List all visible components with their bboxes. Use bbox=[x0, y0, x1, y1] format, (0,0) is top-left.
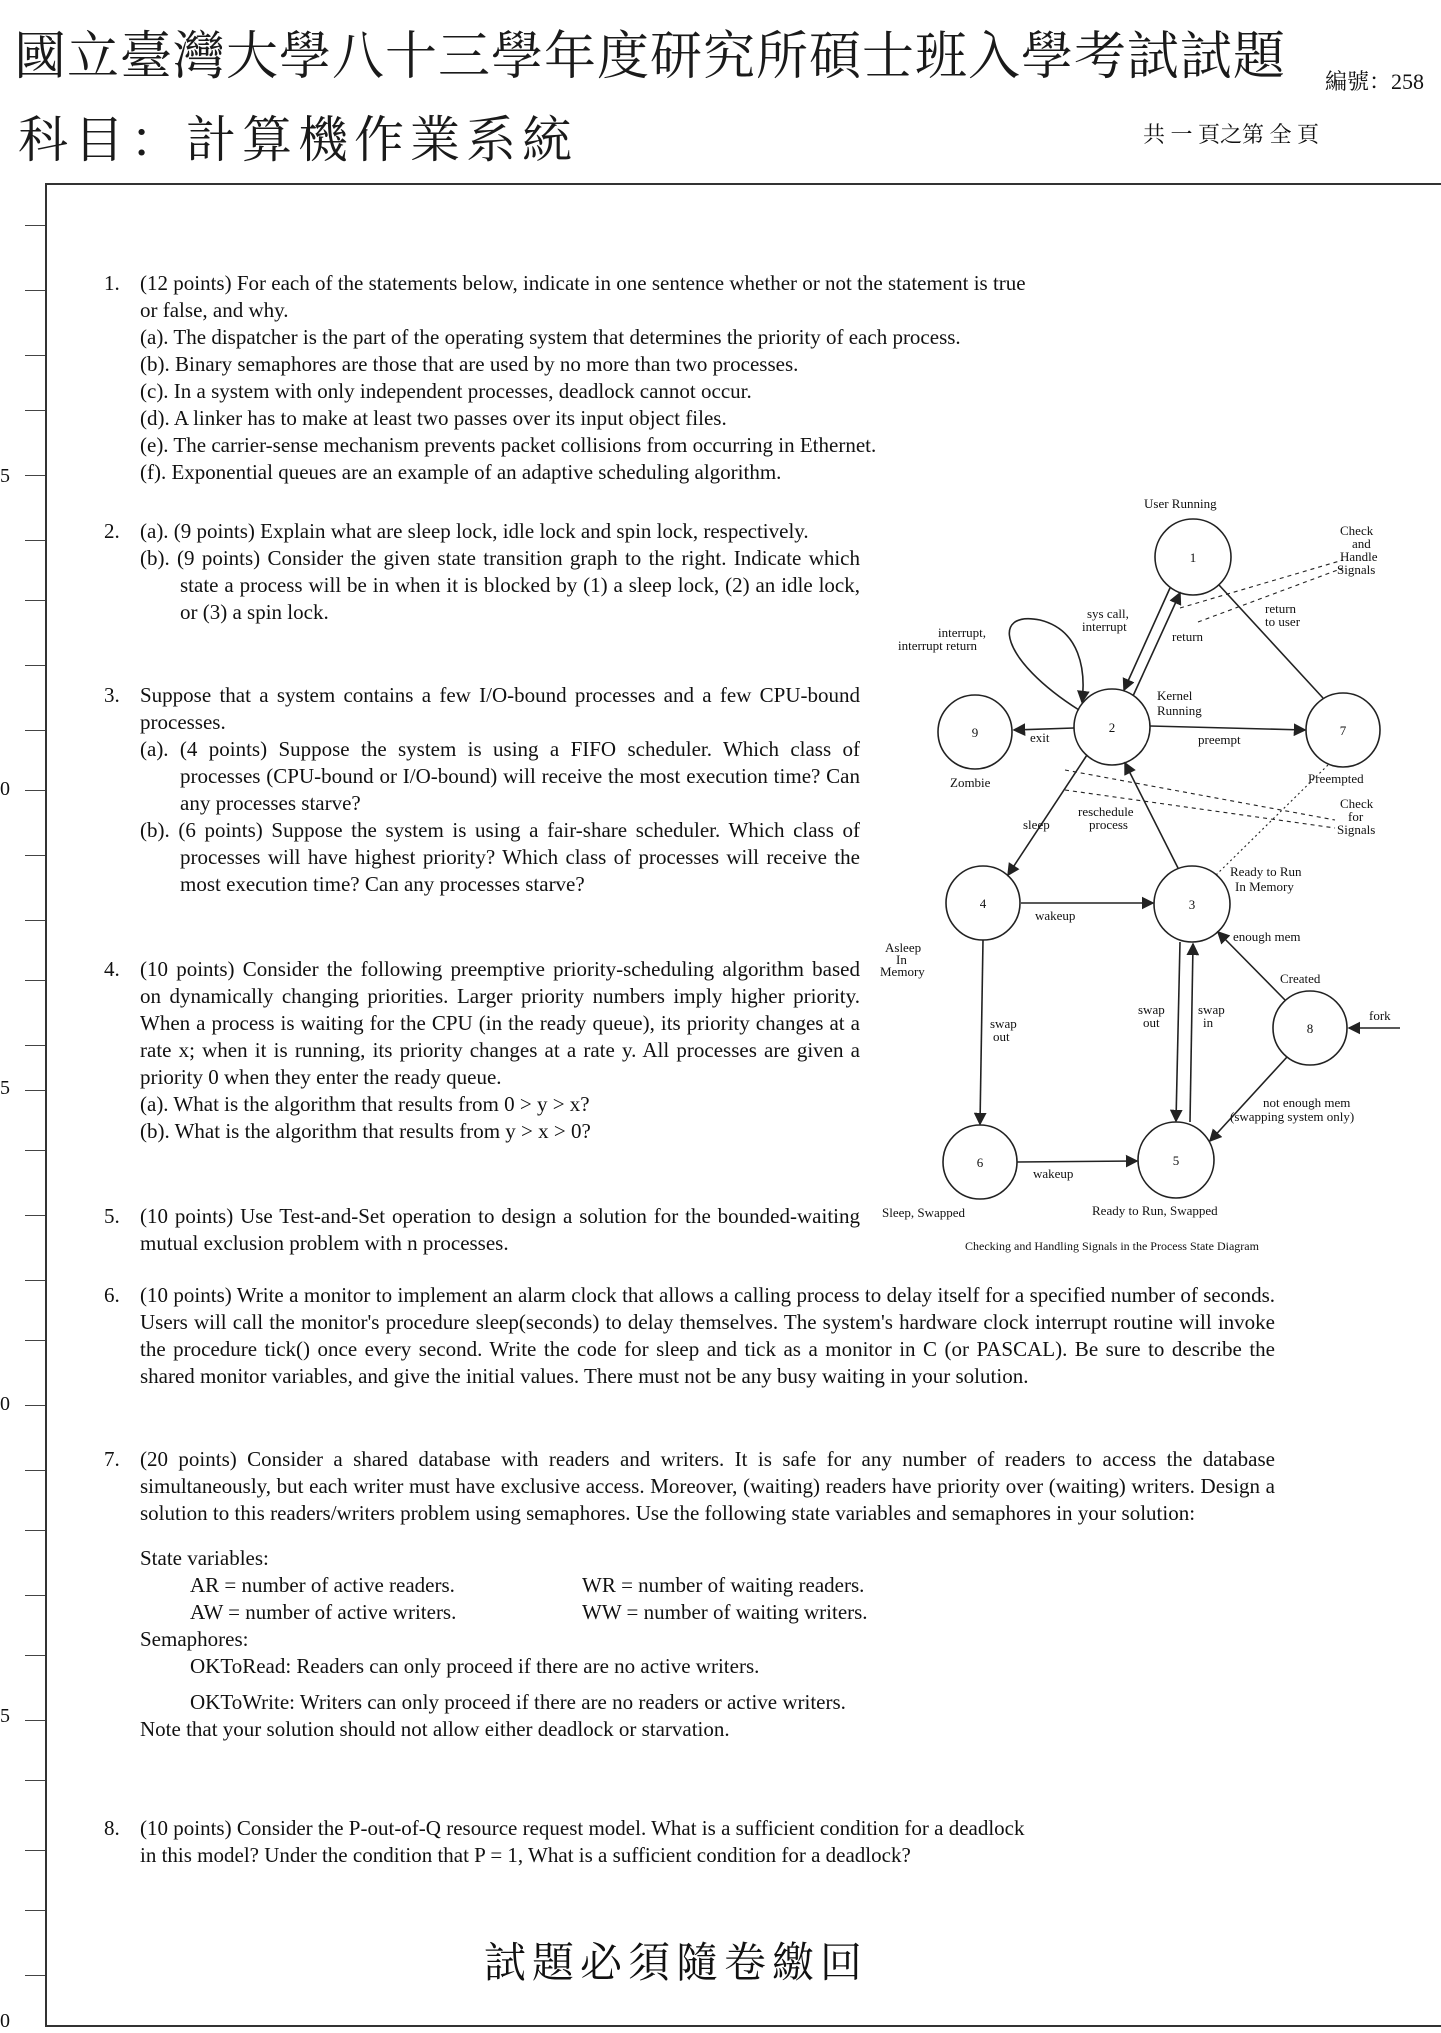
margin-tick bbox=[25, 225, 45, 226]
question-7 bbox=[104, 1446, 1275, 1743]
label-sys-call-2: interrupt bbox=[1082, 619, 1127, 634]
label-reschedule-2: process bbox=[1089, 817, 1128, 832]
question-number: 3. bbox=[104, 683, 120, 707]
label-wakeup-bottom: wakeup bbox=[1033, 1166, 1074, 1181]
exam-title: 國立臺灣大學八十三學年度研究所碩士班入學考試試題 bbox=[14, 29, 1287, 86]
q4-intro: (10 points) Consider the following preemptive priority-scheduling algorithm based on dynamically changing priorities. Larger priority numbers imply higher priority. When a process is waiting for the CPU (in the ready queue), its priority changes at a rate x; when it is running, its priority changes at a rate y. All processes are given a priority 0 when they enter the ready queue. bbox=[140, 957, 860, 1089]
label-ready-to-run: Ready to Run bbox=[1230, 864, 1302, 879]
question-6 bbox=[104, 1282, 1275, 1390]
label-sys-call-1: sys call, bbox=[1087, 606, 1129, 621]
margin-tick bbox=[25, 1655, 45, 1656]
question-1 bbox=[104, 270, 1300, 486]
q2-item-a: (a). (9 points) Explain what are sleep lock, idle lock and spin lock, respectively. bbox=[140, 519, 809, 543]
q4-item-a: (a). What is the algorithm that results from 0 > y > x? bbox=[140, 1092, 590, 1116]
margin-tick bbox=[25, 1045, 45, 1046]
edge-preempt bbox=[1150, 726, 1305, 730]
label-asleep-memory: Memory bbox=[880, 964, 925, 979]
process-state-diagram bbox=[880, 490, 1400, 1270]
q7-state-label: State variables: bbox=[140, 1546, 269, 1570]
margin-tick bbox=[25, 1405, 45, 1406]
q1-item-a: (a). The dispatcher is the part of the operating system that determines the priority of each process. bbox=[140, 325, 961, 349]
state-number-9: 9 bbox=[971, 725, 979, 740]
q4-item-b: (b). What is the algorithm that results from y > x > 0? bbox=[140, 1119, 591, 1143]
label-swap-out-left-1: swap bbox=[990, 1016, 1017, 1031]
label-fork: fork bbox=[1369, 1008, 1391, 1023]
question-number: 5. bbox=[104, 1204, 120, 1228]
edge-swap-out-mid bbox=[1176, 942, 1180, 1121]
state-number-1: 1 bbox=[1189, 550, 1197, 565]
margin-tick bbox=[25, 1780, 45, 1781]
edge-swap-out-left bbox=[980, 940, 983, 1124]
question-3 bbox=[104, 682, 860, 898]
q2-item-b: (b). (9 points) Consider the given state transition graph to the right. Indicate which state a process will be in when it is blocked by (1) a sleep lock, (2) an idle lock, or (3) a spin lock. bbox=[140, 546, 860, 624]
q1-item-e: (e). The carrier-sense mechanism prevents packet collisions from occurring in Ethernet. bbox=[140, 433, 877, 457]
label-created: Created bbox=[1280, 971, 1321, 986]
margin-tick bbox=[25, 855, 45, 856]
label-return-to-user-2: to user bbox=[1265, 614, 1301, 629]
state-number-2: 2 bbox=[1108, 720, 1116, 735]
label-user-running: User Running bbox=[1144, 496, 1217, 511]
subject-title: 科目：計算機作業系統 bbox=[18, 112, 578, 168]
question-number: 6. bbox=[104, 1283, 120, 1307]
label-interrupt-2: interrupt return bbox=[898, 638, 978, 653]
label-check-handle-1: Check bbox=[1340, 523, 1374, 538]
label-sleep-swapped: Sleep, Swapped bbox=[882, 1205, 966, 1220]
q7-ok-to-write: OKToWrite: Writers can only proceed if there are no readers or active writers. bbox=[190, 1690, 846, 1714]
q8-line2: in this model? Under the condition that P = 1, What is a sufficient condition for a deadlock? bbox=[140, 1843, 911, 1867]
margin-tick bbox=[25, 1090, 45, 1091]
margin-tick bbox=[25, 1720, 45, 1721]
margin-tick bbox=[25, 355, 45, 356]
question-number: 8. bbox=[104, 1816, 120, 1840]
margin-tick bbox=[25, 665, 45, 666]
question-5 bbox=[104, 1203, 860, 1257]
margin-tick bbox=[25, 980, 45, 981]
question-4 bbox=[104, 956, 860, 1145]
q7-note: Note that your solution should not allow either deadlock or starvation. bbox=[140, 1717, 730, 1741]
question-2 bbox=[104, 518, 860, 626]
label-check-for-3: Signals bbox=[1337, 822, 1376, 837]
q7-var-wr: WR = number of waiting readers. bbox=[582, 1573, 865, 1597]
q1-item-c: (c). In a system with only independent processes, deadlock cannot occur. bbox=[140, 379, 752, 403]
margin-tick bbox=[25, 920, 45, 921]
margin-number: 5 bbox=[0, 1077, 10, 1099]
q6-text: (10 points) Write a monitor to implement an alarm clock that allows a calling process to delay itself for a specified number of seconds. Users will call the monitor's procedure sleep(seconds) to delay themselves. The system's hardware clock interrupt routine will invoke the procedure tick() once every second. Write the code for sleep and tick as a monitor in C (or PASCAL). Be sure to describe the shared monitor variables, and give the initial values. There must not be any busy waiting in your solution. bbox=[140, 1283, 1275, 1388]
margin-tick bbox=[25, 730, 45, 731]
margin-number: 0 bbox=[0, 1393, 10, 1415]
margin-number: 0 bbox=[0, 778, 10, 800]
margin-tick bbox=[25, 290, 45, 291]
state-number-8: 8 bbox=[1306, 1021, 1314, 1036]
margin-tick bbox=[25, 1340, 45, 1341]
q3-intro: Suppose that a system contains a few I/O-bound processes and a few CPU-bound processes. bbox=[140, 683, 860, 734]
state-number-7: 7 bbox=[1339, 723, 1347, 738]
label-running: Running bbox=[1157, 703, 1202, 718]
margin-tick bbox=[25, 1470, 45, 1471]
question-number: 7. bbox=[104, 1447, 120, 1471]
question-number: 4. bbox=[104, 957, 120, 981]
footer-note: 試題必須隨卷繳回 bbox=[484, 1941, 869, 1987]
state-number-6: 6 bbox=[976, 1155, 984, 1170]
label-asleep-in: In bbox=[896, 952, 907, 967]
label-check-handle-2: and bbox=[1352, 536, 1371, 551]
state-number-4: 4 bbox=[979, 896, 987, 911]
margin-number: 0 bbox=[0, 2010, 10, 2032]
q7-var-ar: AR = number of active readers. bbox=[190, 1573, 455, 1597]
q5-text: (10 points) Use Test-and-Set operation to design a solution for the bounded-waiting mutual exclusion problem with n processes. bbox=[140, 1204, 860, 1255]
q7-var-ww: WW = number of waiting writers. bbox=[582, 1600, 868, 1624]
margin-number: 5 bbox=[0, 465, 10, 487]
margin-tick bbox=[25, 1530, 45, 1531]
margin-tick bbox=[25, 600, 45, 601]
edge-return bbox=[1133, 593, 1180, 696]
label-return: return bbox=[1172, 629, 1204, 644]
q1-item-d: (d). A linker has to make at least two passes over its input object files. bbox=[140, 406, 727, 430]
label-swap-out-left-2: out bbox=[993, 1029, 1010, 1044]
margin-tick bbox=[25, 1150, 45, 1151]
diagram-caption: Checking and Handling Signals in the Process State Diagram bbox=[965, 1239, 1259, 1253]
q7-ok-to-read: OKToRead: Readers can only proceed if there are no active writers. bbox=[190, 1654, 760, 1678]
label-zombie: Zombie bbox=[950, 775, 991, 790]
question-8 bbox=[104, 1815, 1300, 1869]
q1-intro-line2: or false, and why. bbox=[140, 298, 289, 322]
q7-sem-label: Semaphores: bbox=[140, 1627, 249, 1651]
edge-syscall bbox=[1124, 588, 1170, 690]
edge-swap-in bbox=[1190, 944, 1193, 1122]
edge-sleep bbox=[1008, 755, 1087, 875]
margin-tick bbox=[25, 475, 45, 476]
q8-line1: (10 points) Consider the P-out-of-Q resource request model. What is a sufficient condition for a deadlock bbox=[140, 1816, 1025, 1840]
margin-tick bbox=[25, 1215, 45, 1216]
label-wakeup-top: wakeup bbox=[1035, 908, 1076, 923]
question-number: 2. bbox=[104, 519, 120, 543]
q1-item-b: (b). Binary semaphores are those that are used by no more than two processes. bbox=[140, 352, 799, 376]
margin-tick bbox=[25, 1910, 45, 1911]
label-not-enough-1: not enough mem bbox=[1263, 1095, 1351, 1110]
question-number: 1. bbox=[104, 271, 120, 295]
edge-interrupt-loop bbox=[1009, 619, 1083, 710]
q7-var-aw: AW = number of active writers. bbox=[190, 1600, 457, 1624]
label-check-for-1: Check bbox=[1340, 796, 1374, 811]
q7-text: (20 points) Consider a shared database with readers and writers. It is safe for any number of readers to access the database simultaneously, but each writer must have exclusive access. Moreover, (waiting) readers have priority over (waiting) writers. Design a solution to this readers/writers problem using semaphores. Use the following state variables and semaphores in your solution: bbox=[140, 1447, 1275, 1525]
label-exit: exit bbox=[1030, 730, 1050, 745]
edge-check-handle-1 bbox=[1180, 560, 1343, 608]
label-not-enough-2: (swapping system only) bbox=[1230, 1109, 1355, 1124]
state-number-3: 3 bbox=[1188, 897, 1196, 912]
margin-tick bbox=[25, 1280, 45, 1281]
label-kernel: Kernel bbox=[1157, 688, 1193, 703]
label-check-handle-3: Handle bbox=[1340, 549, 1378, 564]
q3-item-b: (b). (6 points) Suppose the system is using a fair-share scheduler. Which class of processes will have highest priority? Which class of processes will receive the most execution time? Can any processes starve? bbox=[140, 818, 860, 896]
edge-wakeup-bottom bbox=[1017, 1161, 1137, 1162]
label-swap-out-mid-1: swap bbox=[1138, 1002, 1165, 1017]
label-preempted: Preempted bbox=[1308, 771, 1364, 786]
margin-tick bbox=[25, 1975, 45, 1976]
label-ready-swapped: Ready to Run, Swapped bbox=[1092, 1203, 1218, 1218]
margin-tick bbox=[25, 540, 45, 541]
serial-number: 編號：258 bbox=[1325, 69, 1425, 94]
margin-tick bbox=[25, 1595, 45, 1596]
label-interrupt-1: interrupt, bbox=[938, 625, 987, 640]
margin-number: 5 bbox=[0, 1705, 10, 1727]
label-sleep: sleep bbox=[1023, 817, 1050, 832]
label-swap-in-2: in bbox=[1203, 1015, 1214, 1030]
margin-tick bbox=[25, 790, 45, 791]
q1-item-f: (f). Exponential queues are an example of an adaptive scheduling algorithm. bbox=[140, 460, 782, 484]
label-check-for-2: for bbox=[1348, 809, 1364, 824]
margin-tick bbox=[25, 410, 45, 411]
label-return-to-user-1: return bbox=[1265, 601, 1297, 616]
label-preempt: preempt bbox=[1198, 732, 1241, 747]
q3-item-a: (a). (4 points) Suppose the system is using a FIFO scheduler. Which class of processes (CPU-bound or I/O-bound) will receive the most execution time? Can any processes starve? bbox=[140, 737, 860, 815]
label-in-memory: In Memory bbox=[1235, 879, 1294, 894]
label-reschedule-1: reschedule bbox=[1078, 804, 1134, 819]
label-swap-in-1: swap bbox=[1198, 1002, 1225, 1017]
label-swap-out-mid-2: out bbox=[1143, 1015, 1160, 1030]
state-number-5: 5 bbox=[1172, 1153, 1180, 1168]
label-asleep: Asleep bbox=[885, 940, 922, 955]
page-info: 共 一 頁之第 全 頁 bbox=[1143, 122, 1320, 147]
label-check-handle-4: Signals bbox=[1337, 562, 1376, 577]
label-enough-mem: enough mem bbox=[1233, 929, 1301, 944]
q1-intro-line1: (12 points) For each of the statements below, indicate in one sentence whether or not the statement is true bbox=[140, 271, 1026, 295]
margin-tick bbox=[25, 1850, 45, 1851]
